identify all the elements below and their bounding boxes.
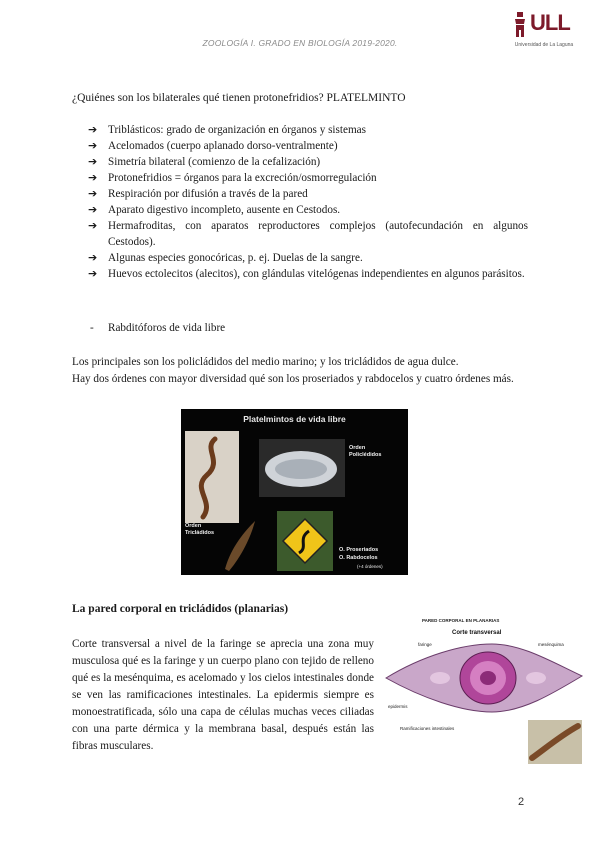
page-header: ZOOLOGÍA I. GRADO EN BIOLOGÍA 2019-2020.: [202, 38, 398, 48]
arrow-right-icon: ➔: [88, 155, 98, 168]
arrow-right-icon: ➔: [88, 139, 98, 152]
road-sign-photo: [277, 511, 333, 571]
dash-text: Rabditóforos de vida libre: [108, 322, 226, 334]
paragraph-orders: [72, 354, 530, 388]
figure-title: Platelmintos de vida libre: [243, 414, 346, 424]
arrow-right-icon: ➔: [88, 251, 98, 264]
label-policladidos: Orden Policlédidos: [349, 445, 382, 458]
logo-subtitle: Universidad de La Laguna: [514, 42, 574, 48]
list-item: ➔ Hermafroditas, con aparatos reproductores complejos (autofecundación en algunos Cestodos).: [88, 219, 528, 248]
figure-title: PARED CORPORAL EN PLANARIAS: [422, 618, 500, 623]
list-item: ➔ Huevos ectolecitos (alecitos), con glándulas vitelógenas independientes en algunos parásitos.: [88, 267, 525, 280]
university-logo: [512, 8, 576, 52]
question-line: ¿Quiénes son los bilaterales qué tienen protonefridios? PLATELMINTO: [72, 92, 406, 104]
arrow-right-icon: ➔: [88, 187, 98, 200]
characteristics-list: [88, 122, 528, 282]
list-item: ➔ Simetría bilateral (comienzo de la cefalización): [88, 155, 321, 168]
label-rabdocelos: O. Rabdocelos: [339, 555, 378, 561]
worm-photo: [185, 431, 239, 523]
arrow-right-icon: ➔: [88, 123, 98, 136]
label-proseriados: O. Proseriados: [339, 547, 379, 553]
figure-free-living-flatworms: [181, 409, 408, 575]
logo-text: ULL: [530, 10, 570, 35]
page-number: 2: [518, 796, 525, 808]
dash-marker: -: [90, 322, 94, 334]
list-item: ➔ Triblásticos: grado de organización en órganos y sistemas: [88, 123, 366, 136]
paragraph-line: Los principales son los policládidos del medio marino; y los tricládidos de agua dulce.: [72, 356, 459, 368]
figure-planarian-cross-section: [382, 618, 584, 766]
label-faringe: faringe: [418, 642, 432, 647]
triclad-photo: [219, 517, 259, 573]
arrow-right-icon: ➔: [88, 171, 98, 184]
arrow-right-icon: ➔: [88, 219, 98, 232]
label-ramificaciones: Ramificaciones intestinales: [400, 726, 455, 731]
label-epidermis: epidermis: [388, 704, 408, 709]
list-item: ➔ Algunas especies gonocóricas, p. ej. Duelas de la sangre.: [88, 251, 363, 264]
label-mesenquima: mesénquima: [538, 642, 564, 647]
arrow-right-icon: ➔: [88, 203, 98, 216]
dash-item: [90, 322, 225, 334]
arrow-right-icon: ➔: [88, 267, 98, 280]
section-heading: La pared corporal en tricládidos (planarias): [72, 603, 289, 615]
list-item: ➔ Protonefridios = órganos para la excreción/osmorregulación: [88, 171, 377, 184]
paragraph-line: Hay dos órdenes con mayor diversidad qué son los proseriados y rabdocelos y cuatro órdenes más.: [72, 373, 514, 385]
list-item: ➔ Respiración por difusión a través de la pared: [88, 187, 308, 200]
label-tricladidos: Orden Tricládidos: [185, 523, 215, 536]
label-note: (+4 órdenes): [357, 564, 383, 569]
list-item: ➔ Aparato digestivo incompleto, ausente en Cestodos.: [88, 203, 341, 216]
paragraph-body-wall: Corte transversal a nivel de la faringe se aprecia una zona muy musculosa qué es la faringe y un cuerpo plano con tejido de relleno qué es la mesénquima, es acelomado y los cielos intestinales donde se ven las ramificaciones intestinales. La epidermis siempre es monoestratificada, sólo una capa de células muchas veces ciliadas con una parte dérmica y la membrana basal, después están las fibras musculares.: [72, 638, 374, 752]
cross-section-diagram: [382, 626, 584, 766]
polyclad-photo: [259, 439, 345, 497]
list-item: ➔ Acelomados (cuerpo aplanado dorso-ventralmente): [88, 139, 338, 152]
figure-subtitle: Corte transversal: [452, 630, 502, 636]
tower-icon: [512, 10, 530, 40]
